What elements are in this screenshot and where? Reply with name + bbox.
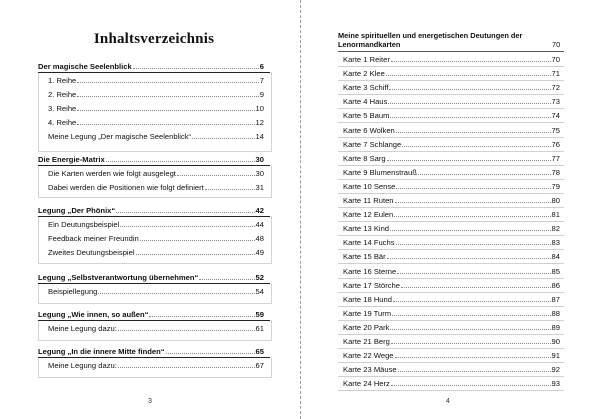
leader-dots [401, 287, 551, 288]
card-entry-label: Karte 1 Reiter [343, 55, 390, 64]
card-entry-rule [338, 165, 564, 166]
leader-dots [120, 226, 254, 227]
toc-entry-page: 59 [255, 310, 264, 319]
leader-dots [205, 189, 255, 190]
card-entry-page: 84 [551, 252, 560, 262]
card-entry-label: Karte 16 Sterne [343, 266, 397, 276]
leader-dots [106, 161, 255, 162]
toc-entry-label: Legung „Selbstverantwortung übernehmen“ [38, 273, 199, 282]
card-entry[interactable] [343, 238, 560, 247]
card-entry-page: 74 [551, 111, 560, 121]
leader-dots [98, 293, 254, 294]
toc-entry[interactable] [48, 118, 264, 127]
leader-dots [149, 316, 254, 317]
toc-entry-page: 65 [255, 347, 264, 356]
toc-title: Inhaltsverzeichnis [93, 31, 215, 47]
card-entry-page: 90 [551, 337, 560, 346]
toc-entry-page: 6 [259, 62, 264, 71]
card-entry-label: Karte 6 Wolken [343, 125, 395, 135]
toc-entry[interactable] [48, 248, 264, 257]
card-entry[interactable] [343, 168, 560, 177]
card-entry[interactable] [343, 182, 560, 191]
toc-entry[interactable] [48, 324, 264, 333]
page-number-right: 4 [446, 398, 450, 405]
card-entry-page: 70 [551, 55, 560, 64]
section-heading-text: Meine spirituellen und energetischen Deutungen der Lenormandkarten [338, 31, 523, 49]
card-entry-label: Karte 7 Schlange [343, 139, 402, 149]
card-entry[interactable] [343, 83, 560, 92]
card-entry-label: Karte 24 Herz [343, 379, 390, 389]
card-entry-label: Karte 18 Hund [343, 294, 392, 304]
leader-dots [77, 110, 254, 111]
leader-dots [395, 357, 551, 358]
card-entry[interactable] [343, 323, 560, 332]
toc-entry[interactable] [38, 310, 264, 319]
card-entry-page: 83 [551, 238, 560, 248]
card-entry[interactable] [343, 97, 560, 106]
toc-entry[interactable] [38, 347, 264, 356]
card-entry-page: 82 [551, 224, 560, 234]
card-entry-rule [338, 320, 564, 321]
section-heading [338, 31, 568, 49]
card-entry[interactable] [343, 295, 560, 304]
card-entry-rule [338, 94, 564, 95]
toc-entry-page: 30 [255, 155, 264, 164]
card-entry[interactable] [343, 111, 560, 120]
toc-entry-page: 9 [259, 90, 264, 99]
card-entry-rule [338, 80, 564, 81]
card-entry-page: 77 [551, 153, 560, 163]
card-entry[interactable] [343, 351, 560, 360]
leader-dots [387, 160, 551, 161]
leader-dots [395, 202, 551, 203]
toc-entry-label: Dabei werden die Positionen wie folgt definiert [48, 183, 204, 192]
toc-entry-page: 67 [255, 361, 264, 370]
leader-dots [390, 230, 551, 231]
toc-entry[interactable] [48, 220, 264, 229]
toc-entry[interactable] [48, 104, 264, 113]
leader-dots [166, 353, 255, 354]
leader-dots [118, 330, 255, 331]
leader-dots [391, 385, 551, 386]
card-entry-rule [338, 122, 564, 123]
card-entry-page: 91 [551, 351, 560, 361]
toc-entry-page: 52 [255, 273, 264, 282]
card-entry-label: Karte 14 Fuchs [343, 238, 395, 248]
toc-entry[interactable] [48, 90, 264, 99]
toc-entry-page: 7 [259, 76, 264, 85]
card-entry[interactable] [343, 210, 560, 219]
card-entry-page: 78 [551, 167, 560, 177]
toc-entry[interactable] [38, 206, 264, 215]
card-entry-label: Karte 3 Schiff [343, 83, 389, 93]
toc-entry-label: Beispiellegung [48, 287, 98, 296]
card-entry-page: 73 [551, 97, 560, 107]
toc-entry[interactable] [48, 132, 264, 141]
leader-dots [390, 117, 550, 118]
card-entry-page: 86 [551, 280, 560, 290]
card-entry-rule [338, 278, 564, 279]
card-entry-page: 72 [551, 83, 560, 93]
toc-entry-page: 49 [255, 248, 264, 257]
card-entry-label: Karte 15 Bär [343, 252, 386, 262]
card-entry-page: 80 [551, 196, 560, 205]
leader-dots [396, 244, 551, 245]
leader-dots [389, 89, 550, 90]
toc-entry-label: Meine Legung dazu: [48, 361, 117, 370]
toc-entry[interactable] [48, 361, 264, 370]
toc-entry-page: 61 [255, 324, 264, 333]
card-entry-page: 93 [551, 379, 560, 389]
toc-entry-page: 48 [255, 234, 264, 243]
card-entry-label: Karte 19 Turm [343, 308, 392, 318]
section-rule [38, 320, 270, 321]
card-entry-rule [338, 362, 564, 363]
toc-entry-page: 10 [255, 104, 264, 113]
card-entry[interactable] [343, 252, 560, 261]
section-rule [38, 283, 270, 284]
card-entry-label: Karte 21 Berg [343, 337, 390, 346]
leader-dots [118, 367, 255, 368]
card-entry-label: Karte 10 Sense [343, 181, 396, 191]
leader-dots [397, 273, 550, 274]
card-entry-page: 89 [551, 322, 560, 332]
leader-dots [392, 315, 550, 316]
card-entry-rule [338, 292, 564, 293]
card-entry-page: 87 [551, 294, 560, 304]
card-entry-rule [338, 249, 564, 250]
leader-dots [393, 301, 551, 302]
card-entry-page: 88 [551, 308, 560, 318]
toc-entry-page: 54 [255, 287, 264, 296]
leader-dots [77, 124, 254, 125]
card-entry-rule [338, 151, 564, 152]
section-rule [38, 165, 270, 166]
card-entry[interactable] [343, 281, 560, 290]
card-entry-rule [338, 179, 564, 180]
toc-entry[interactable] [48, 287, 264, 296]
card-entry-page: 71 [551, 69, 560, 79]
leader-dots [394, 216, 550, 217]
card-entry[interactable] [343, 69, 560, 78]
toc-entry[interactable] [38, 273, 264, 282]
card-entry-page: 76 [551, 139, 560, 149]
leader-dots [77, 82, 258, 83]
card-entry-page: 81 [551, 210, 560, 220]
toc-entry-label: Zweites Deutungsbeispiel [48, 248, 135, 257]
card-entry-rule [338, 263, 564, 264]
card-entry-label: Karte 4 Haus [343, 97, 388, 107]
card-entry[interactable] [343, 154, 560, 163]
toc-entry-label: Meine Legung „Der magische Seelenblick“ [48, 132, 192, 141]
card-entry-rule [338, 306, 564, 307]
section-rule [38, 357, 270, 358]
card-entry[interactable] [343, 55, 560, 64]
card-entry-rule [338, 235, 564, 236]
card-entry-label: Karte 11 Ruten [343, 196, 394, 205]
toc-entry-label: Die Karten werden wie folgt ausgelegt [48, 169, 176, 178]
toc-entry-page: 44 [255, 220, 264, 229]
toc-entry-label: Ein Deutungsbeispiel [48, 220, 120, 229]
toc-entry-label: 4. Reihe [48, 118, 77, 127]
card-entry[interactable] [343, 379, 560, 388]
toc-entry-label: 2. Reihe [48, 90, 77, 99]
card-entry[interactable] [343, 309, 560, 318]
toc-entry-label: Meine Legung dazu: [48, 324, 117, 333]
toc-entry-page: 31 [255, 183, 264, 192]
toc-entry-label: Legung „Der Phönix“ [38, 206, 116, 215]
toc-entry-page: 42 [255, 206, 264, 215]
toc-entry-label: Die Energie-Matrix [38, 155, 105, 164]
leader-dots [140, 240, 255, 241]
card-entry-rule [338, 207, 564, 208]
leader-dots [390, 329, 550, 330]
toc-entry-label: Legung „Wie innen, so außen“ [38, 310, 149, 319]
card-entry[interactable] [343, 224, 560, 233]
leader-dots [391, 61, 551, 62]
card-entry[interactable] [343, 337, 560, 346]
toc-entry-label: Der magische Seelenblick [38, 62, 132, 71]
toc-entry-label: 3. Reihe [48, 104, 77, 113]
card-entry-rule [338, 390, 564, 391]
card-entry-page: 85 [551, 266, 560, 276]
leader-dots [402, 146, 550, 147]
leader-dots [388, 103, 550, 104]
toc-entry-page: 12 [255, 118, 264, 127]
card-entry-label: Karte 12 Eulen [343, 210, 394, 220]
section-heading-page: 70 [552, 40, 561, 49]
toc-entry[interactable] [48, 76, 264, 85]
card-entry[interactable] [343, 126, 560, 135]
card-entry[interactable] [343, 365, 560, 374]
card-entry-rule [338, 66, 564, 67]
card-entry-label: Karte 22 Wege [343, 351, 394, 361]
card-entry-label: Karte 13 Kind [343, 224, 390, 234]
card-entry[interactable] [343, 196, 560, 205]
leader-dots [177, 175, 255, 176]
leader-dots [396, 132, 551, 133]
page-number-left: 3 [148, 398, 152, 405]
toc-entry[interactable] [38, 155, 264, 164]
card-entry[interactable] [343, 267, 560, 276]
toc-entry-label: Feedback meiner Freundin [48, 234, 139, 243]
card-entry-page: 79 [551, 181, 560, 191]
toc-entry-label: 1. Reihe [48, 76, 77, 85]
section-rule [38, 72, 270, 73]
toc-entry[interactable] [48, 169, 264, 178]
card-entry-rule [338, 348, 564, 349]
card-entry-rule [338, 108, 564, 109]
leader-dots [133, 68, 259, 69]
card-entry-page: 75 [551, 125, 560, 135]
toc-entry[interactable] [38, 62, 264, 71]
leader-dots [199, 279, 254, 280]
card-entry-label: Karte 8 Sarg [343, 153, 386, 163]
leader-dots [386, 75, 551, 76]
card-entry-label: Karte 5 Baum [343, 111, 390, 121]
leader-dots [136, 254, 255, 255]
leader-dots [192, 138, 254, 139]
card-entry-rule [338, 193, 564, 194]
toc-entry[interactable] [48, 183, 264, 192]
section-rule [338, 51, 564, 52]
card-entry-label: Karte 20 Park [343, 322, 390, 332]
toc-entry[interactable] [48, 234, 264, 243]
leader-dots [418, 174, 551, 175]
leader-dots [387, 258, 551, 259]
leader-dots [77, 96, 258, 97]
card-entry-label: Karte 17 Störche [343, 280, 400, 290]
toc-entry-page: 14 [255, 132, 264, 141]
leader-dots [396, 188, 550, 189]
toc-entry-label: Legung „In die innere Mitte finden“ [38, 347, 165, 356]
card-entry-rule [338, 334, 564, 335]
card-entry-page: 92 [551, 365, 560, 375]
card-entry[interactable] [343, 140, 560, 149]
card-entry-label: Karte 9 Blumenstrauß [343, 167, 417, 177]
card-entry-label: Karte 2 Klee [343, 69, 385, 79]
section-rule [38, 216, 270, 217]
card-entry-rule [338, 221, 564, 222]
card-entry-rule [338, 376, 564, 377]
toc-entry-page: 30 [255, 169, 264, 178]
leader-dots [391, 343, 551, 344]
leader-dots [398, 371, 551, 372]
card-entry-label: Karte 23 Mäuse [343, 365, 397, 375]
card-entry-rule [338, 137, 564, 138]
leader-dots [116, 212, 254, 213]
